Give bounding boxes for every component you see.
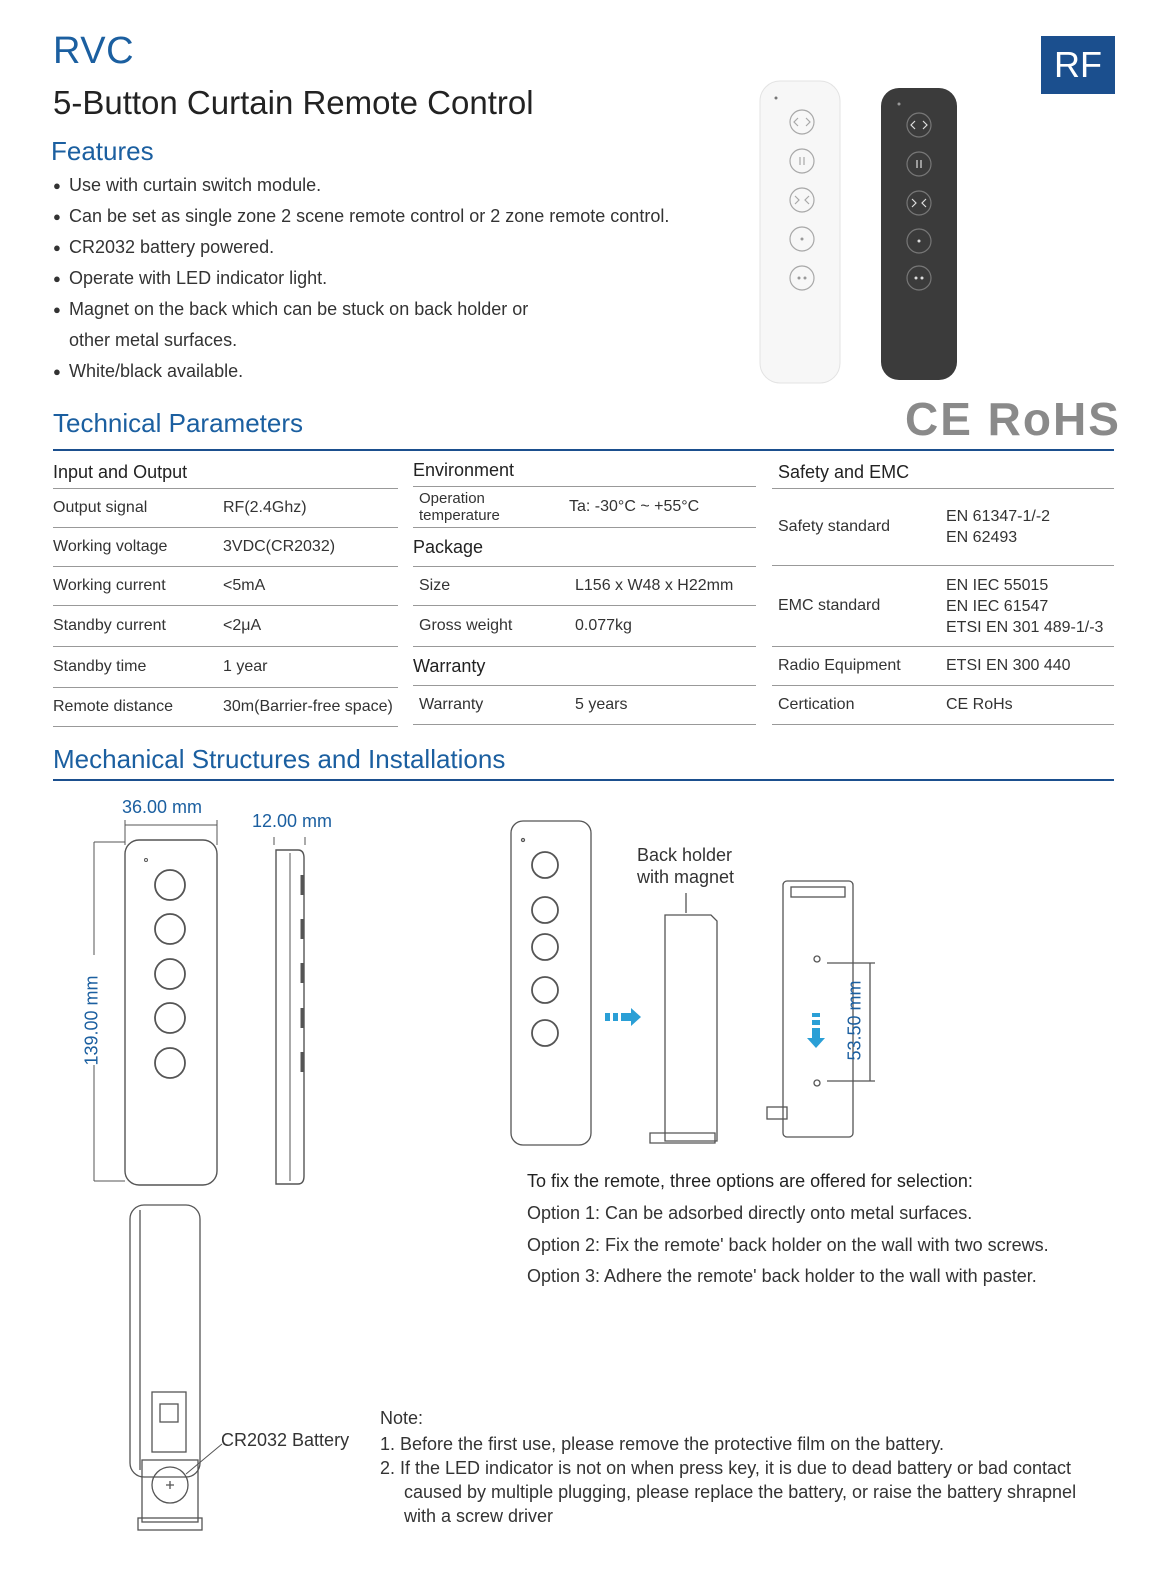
technical-heading: Technical Parameters (53, 408, 303, 438)
param-key: Standby time (53, 658, 147, 675)
note-title: Note: (380, 1408, 424, 1428)
param-key: Remote distance (53, 698, 174, 715)
param-value (946, 506, 1114, 548)
feature-item: ● Use with curtain switch module. (53, 170, 743, 201)
table-title: Environment (413, 454, 756, 487)
table-title: Input and Output (53, 456, 398, 489)
standard-line: EN IEC 55015 (946, 576, 1049, 594)
table-row (53, 489, 398, 528)
standard-line: EN 62493 (946, 529, 1018, 546)
param-key: EMC standard (778, 597, 881, 614)
param-value: RF(2.4Ghz) (223, 499, 307, 516)
features-heading: Features (51, 136, 154, 166)
dimension-drawing (80, 815, 360, 1195)
param-value: 0.077kg (575, 617, 632, 634)
feature-item: ● White/black available. (53, 356, 743, 387)
environment-table (413, 454, 756, 725)
table-title: Warranty (413, 647, 756, 686)
table-title: Package (413, 528, 756, 567)
table-row (53, 567, 398, 606)
notes-list (380, 1432, 1100, 1528)
param-key: Working voltage (53, 538, 168, 555)
product-subtitle: 5-Button Curtain Remote Control (53, 84, 534, 121)
param-key: Working current (53, 577, 166, 594)
section-rule (53, 779, 1114, 781)
param-value: 3VDC(CR2032) (223, 538, 336, 555)
table-row (53, 528, 398, 567)
table-row (413, 567, 756, 606)
height-dimension: 139.00 mm (81, 975, 102, 1066)
arrow-down-icon (807, 1013, 825, 1048)
table-title: Safety and EMC (772, 456, 1114, 489)
input-output-table (53, 456, 398, 727)
param-value: Ta: -30°C ~ +55°C (569, 498, 700, 515)
param-value: <5mA (223, 577, 266, 594)
param-value: CE RoHs (946, 696, 1013, 713)
param-value: ETSI EN 300 440 (946, 657, 1071, 674)
standard-line: ETSI EN 301 489-1/-3 (946, 618, 1104, 636)
param-key: Gross weight (419, 617, 513, 634)
table-row (772, 489, 1114, 566)
param-value: 1 year (223, 658, 268, 675)
table-row (772, 647, 1114, 686)
param-key: Warranty (419, 696, 484, 713)
param-key: Safety standard (778, 518, 891, 535)
standard-line: EN 61347-1/-2 (946, 508, 1051, 525)
section-rule (53, 449, 1114, 451)
depth-dimension: 12.00 mm (252, 811, 333, 831)
width-dimension: 36.00 mm (122, 797, 203, 817)
black-remote-image (881, 88, 957, 380)
fix-option: Option 3: Adhere the remote' back holder to the wall with paster. (527, 1266, 1037, 1286)
param-value: <2μA (223, 617, 262, 634)
table-row (53, 647, 398, 688)
param-key: Certication (778, 696, 855, 713)
battery-label: CR2032 Battery (221, 1430, 350, 1450)
rf-badge: RF (1041, 36, 1115, 94)
param-key: Output signal (53, 499, 148, 516)
feature-item: ● CR2032 battery powered. (53, 232, 743, 263)
back-holder-label: with magnet (637, 867, 735, 887)
product-photo (755, 78, 965, 386)
param-key: Radio Equipment (778, 657, 901, 674)
param-value: L156 x W48 x H22mm (575, 577, 734, 594)
features-list (53, 170, 743, 387)
ce-rohs-logo: CE RoHS (905, 393, 1121, 445)
feature-item: ● Operate with LED indicator light. (53, 263, 743, 294)
fix-options-title: To fix the remote, three options are offered for selection: (527, 1171, 973, 1191)
table-row (772, 686, 1114, 725)
white-remote-image (760, 81, 840, 383)
table-row (53, 606, 398, 647)
param-key: Standby current (53, 617, 166, 634)
mechanical-heading: Mechanical Structures and Installations (53, 744, 506, 774)
back-holder-label: Back holder (637, 845, 733, 865)
param-value: 5 years (575, 696, 628, 713)
arrow-right-icon (605, 1008, 641, 1026)
fix-option: Option 1: Can be adsorbed directly onto metal surfaces. (527, 1203, 973, 1223)
param-value (946, 575, 1114, 638)
param-key: Size (419, 577, 451, 594)
table-row (413, 686, 756, 725)
battery-drawing (120, 1200, 230, 1540)
screw-distance-dimension: 53.50 mm (844, 980, 865, 1061)
table-row (413, 487, 756, 528)
feature-item: ● Magnet on the back which can be stuck on back holder or other metal surfaces. (53, 294, 529, 356)
note-item: 1. Before the first use, please remove the protective film on the battery. (380, 1434, 944, 1454)
table-row (772, 566, 1114, 647)
fix-option: Option 2: Fix the remote' back holder on the wall with two screws. (527, 1235, 1049, 1255)
note-item: 2. If the LED indicator is not on when press key, it is due to dead battery or bad contact caused by multiple plugging, please replace the battery, or raise the battery shrapnel with a screw driver (380, 1458, 1077, 1526)
model-title: RVC (53, 30, 135, 72)
standard-line: EN IEC 61547 (946, 597, 1049, 615)
feature-item: ● Can be set as single zone 2 scene remote control or 2 zone remote control. (53, 201, 743, 232)
param-key: Operation temperature (419, 490, 500, 524)
safety-emc-table (772, 456, 1114, 725)
param-value: 30m(Barrier-free space) (223, 698, 393, 715)
table-row (413, 606, 756, 647)
table-row (53, 688, 398, 727)
installation-drawing (505, 815, 885, 1155)
